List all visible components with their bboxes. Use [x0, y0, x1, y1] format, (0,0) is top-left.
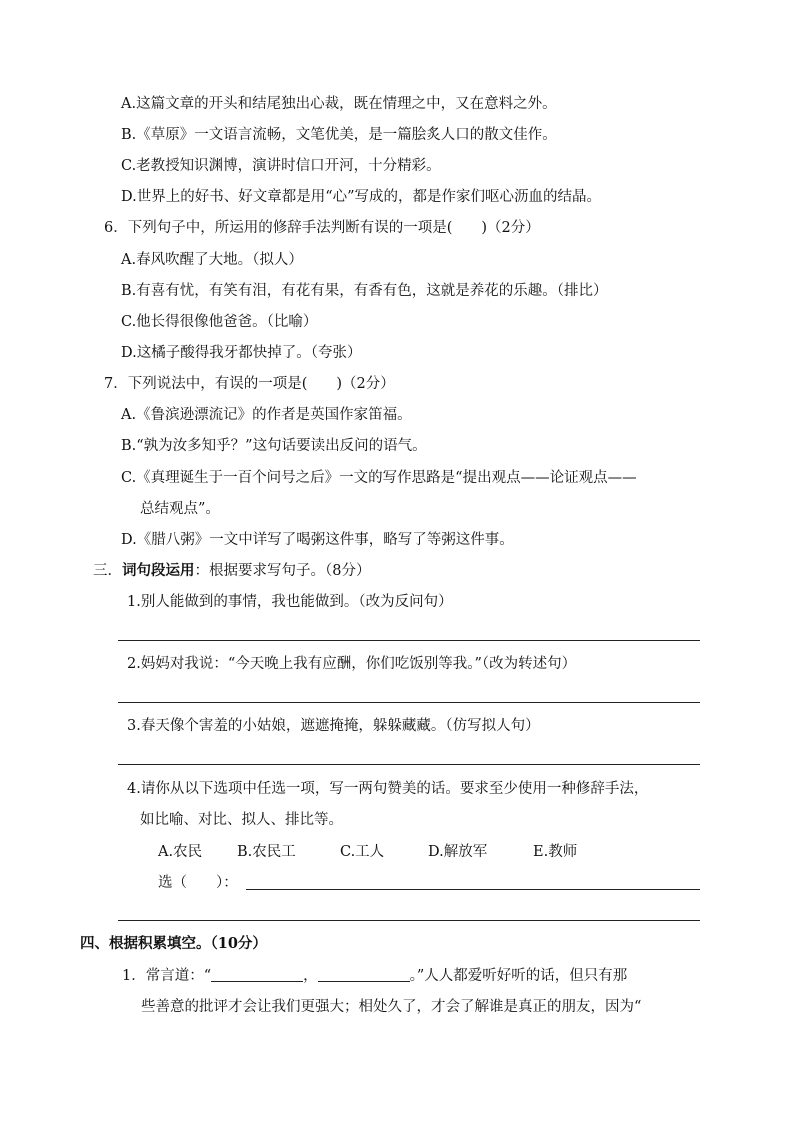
s3-item-3: 3.春天像个害羞的小姑娘，遮遮掩掩，躲躲藏藏。（仿写拟人句）	[127, 718, 540, 734]
select-label: 选（ ）：	[158, 875, 238, 891]
s4-q1-prefix: 1．常言道：“	[122, 968, 212, 984]
q6-stem: 6．下列句子中，所运用的修辞手法判断有误的一项是( )（2分）	[104, 220, 540, 236]
choice-d: D.解放军	[428, 844, 488, 860]
q7-option-b: B.“孰为汝多知乎？”这句话要读出反问的语气。	[121, 438, 427, 454]
choice-a: A.农民	[158, 844, 203, 860]
s3-item-1: 1.别人能做到的事情，我也能做到。（改为反问句）	[127, 594, 453, 610]
q7-option-c: C.《真理诞生于一百个问号之后》一文的写作思路是“提出观点——论证观点——	[121, 470, 637, 486]
q5-option-b: B.《草原》一文语言流畅，文笔优美，是一篇脍炙人口的散文佳作。	[121, 127, 557, 143]
q7-stem: 7．下列说法中，有误的一项是( )（2分）	[104, 376, 395, 392]
q5-option-d: D.世界上的好书、好文章都是用“心”写成的，都是作家们呕心沥血的结晶。	[121, 189, 602, 205]
q7-option-d: D.《腊八粥》一文中详写了喝粥这件事，略写了等粥这件事。	[121, 532, 514, 548]
choice-c: C.工人	[340, 844, 385, 860]
section3-instruction: ：根据要求写句子。（8分）	[194, 563, 371, 579]
s4-q1-line1	[122, 966, 627, 986]
section3-heading	[93, 561, 370, 581]
fill-blank-2[interactable]	[318, 966, 410, 982]
s4-q1-line2: 些善意的批评才会让我们更强大；相处久了，才会了解谁是真正的朋友，因为“	[141, 999, 642, 1015]
choice-b: B.农民工	[237, 844, 296, 860]
q6-option-d: D.这橘子酸得我牙都快掉了。（夸张）	[121, 345, 362, 361]
q5-option-a: A.这篇文章的开头和结尾独出心裁，既在情理之中，又在意料之外。	[121, 96, 557, 112]
section3-title: 词句段运用	[122, 562, 195, 579]
answer-line-2[interactable]	[118, 702, 700, 703]
choice-e: E.教师	[533, 844, 578, 860]
q6-option-b: B.有喜有忧，有笑有泪，有花有果，有香有色，这就是养花的乐趣。（排比）	[121, 283, 608, 299]
section4-title: 四、根据积累填空。（10分）	[80, 935, 267, 952]
answer-line-3[interactable]	[118, 764, 700, 765]
s3-item-2: 2.妈妈对我说：“今天晚上我有应酬，你们吃饭别等我。”（改为转述句）	[127, 656, 577, 672]
answer-line-1[interactable]	[118, 640, 700, 641]
section3-number: 三．	[93, 563, 122, 579]
q5-option-c: C.老教授知识渊博，演讲时信口开河，十分精彩。	[121, 158, 441, 174]
s4-q1-suffix: 。”人人都爱听好听的话，但只有那	[409, 968, 628, 984]
q6-option-c: C.他长得很像他爸爸。（比喻）	[121, 314, 318, 330]
fill-blank-1[interactable]	[211, 966, 303, 982]
s4-q1-comma: ，	[303, 968, 318, 984]
q7-option-c-cont: 总结观点”。	[140, 501, 220, 517]
s3-item-4-cont: 如比喻、对比、拟人、排比等。	[140, 812, 343, 828]
q6-option-a: A.春风吹醒了大地。（拟人）	[121, 252, 303, 268]
s3-item-4: 4.请你从以下选项中任选一项，写一两句赞美的话。要求至少使用一种修辞手法，	[127, 781, 649, 797]
answer-line-4[interactable]	[118, 920, 700, 921]
select-answer-line[interactable]	[246, 889, 700, 890]
q7-option-a: A.《鲁滨逊漂流记》的作者是英国作家笛福。	[121, 407, 412, 423]
